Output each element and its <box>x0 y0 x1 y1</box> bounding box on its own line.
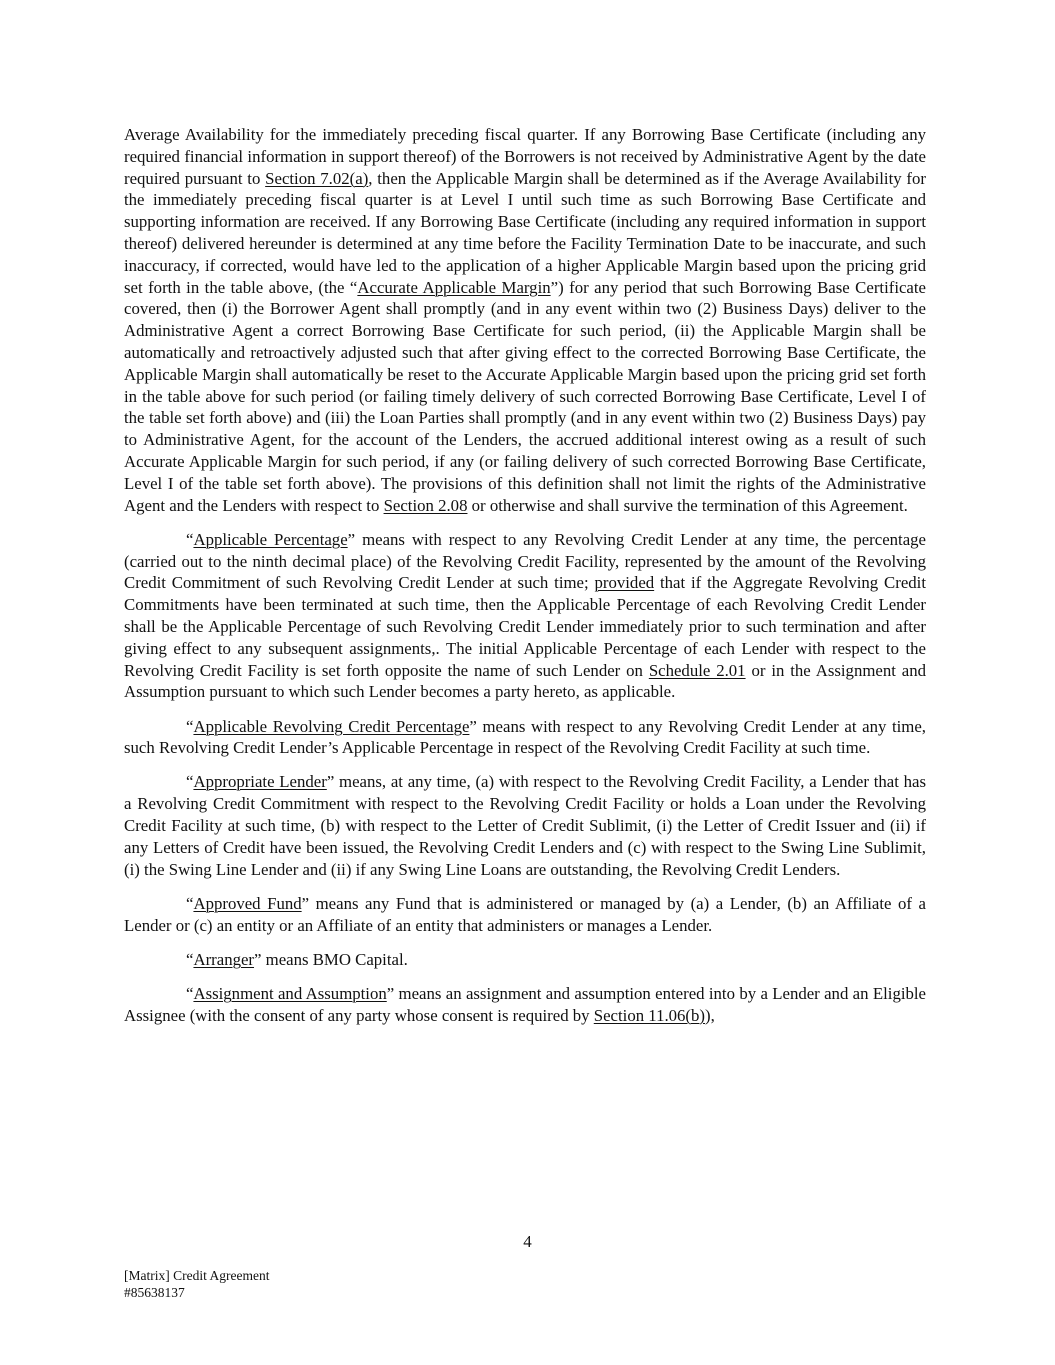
text-segment: ” means any Fund that is administered or managed by (a) a Lender, (b) an Affiliate of a Lender or (c) an entity or an Affiliate of an entity that administers or manages a Lender. <box>124 893 926 935</box>
text-segment: ” means an assignment and assumption entered into by a Lender and an Eligible Assignee (with the consent of any party whose consent is required by <box>124 984 926 1025</box>
proviso-term: provided <box>594 573 655 593</box>
defined-term: Appropriate Lender <box>193 772 327 792</box>
text-segment: ” means with respect to any Revolving Credit Lender at any time, such Revolving Credit Lender’s Applicable Percentage in respect of the Revolving Credit Facility at such time. <box>124 716 926 758</box>
paragraph-arranger <box>124 949 926 971</box>
paragraph-appropriate-lender <box>124 771 926 880</box>
paragraph-applicable-margin-continued <box>124 124 926 516</box>
paragraph-assignment-and-assumption <box>124 983 926 1027</box>
paragraph-approved-fund <box>124 893 926 937</box>
defined-term: Arranger <box>193 949 255 969</box>
paragraph-applicable-revolving-credit-percentage <box>124 716 926 760</box>
defined-term: Applicable Percentage <box>193 529 348 549</box>
page-number: 4 <box>523 1232 532 1251</box>
text-segment: “ <box>186 716 194 736</box>
section-reference: Section 11.06(b) <box>593 1005 705 1025</box>
text-segment: ” means with respect to any Revolving Credit Lender at any time, the percentage (carried out to the ninth decimal place) of the Revolving Credit Facility, represented by the amount of the Revolving Credit Commitment of such Revolving Credit Lender at such time; <box>124 529 926 593</box>
text-segment: ), <box>705 1005 715 1025</box>
text-segment: or in the Assignment and Assumption pursuant to which such Lender becomes a party hereto, as applicable. <box>124 660 927 702</box>
text-segment: ”) for any period that such Borrowing Base Certificate covered, then (i) the Borrower Agent shall promptly (and in any event within two (2) Business Days) deliver to the Administrative Agent a correct Borrowing Base Certificate for such period, (ii) the Applicable Margin shall be automatically and retroactively adjusted such that after giving effect to the corrected Borrowing Base Certificate, the Applicable Margin shall automatically be reset to the Accurate Applicable Margin based upon the pricing grid set forth in the table above for such period (or failing timely delivery of such corrected Borrowing Base Certificate, Level I of the table set forth above) and (iii) the Loan Parties shall promptly (and in any event within two (2) Business Days) pay to Administrative Agent, for the account of the Lenders, the accrued additional interest owing as a result of such Accurate Applicable Margin for such period, if any (or failing delivery of such corrected Borrowing Base Certificate, Level I of the table set forth above). The provisions of this definition shall not limit the rights of the Administrative Agent and the Lenders with respect to <box>124 277 926 515</box>
text-segment: , then the Applicable Margin shall be determined as if the Average Availability for the immediately preceding fiscal quarter is at Level I until such time as such Borrowing Base Certificate and supporting information are received. If any Borrowing Base Certificate (including any required information in support thereof) delivered hereunder is determined at any time before the Facility Termination Date to be inaccurate, and such inaccuracy, if corrected, would have led to the application of a higher Applicable Margin based upon the pricing grid set forth in the table above, (the “ <box>124 168 926 297</box>
text-segment: Average Availability for the immediately preceding fiscal quarter. If any Borrowing Base Certificate (including any required financial information in support thereof) of the Borrowers is not received by Administrative Agent by the date required pursuant to <box>124 125 926 188</box>
text-segment: ” means BMO Capital. <box>254 949 408 969</box>
document-footer <box>124 1268 269 1301</box>
footer-document-title: [Matrix] Credit Agreement <box>124 1268 270 1283</box>
schedule-reference: Schedule 2.01 <box>648 660 746 680</box>
text-segment: or otherwise and shall survive the termination of this Agreement. <box>467 495 908 515</box>
defined-term: Approved Fund <box>193 893 302 913</box>
text-segment: “ <box>186 772 194 792</box>
text-segment: “ <box>186 949 194 969</box>
defined-term: Assignment and Assumption <box>193 984 387 1004</box>
text-segment: “ <box>186 893 194 913</box>
text-segment: that if the Aggregate Revolving Credit Commitments have been terminated at such time, then the Applicable Percentage of each Revolving Credit Lender shall be the Applicable Percentage of such Revolving Credit Lender immediately prior to such termination and after giving effect to any subsequent assignments,. The initial Applicable Percentage of each Lender with respect to the Revolving Credit Facility is set forth opposite the name of such Lender on <box>124 573 926 680</box>
text-segment: “ <box>186 529 194 549</box>
document-body <box>124 124 926 1039</box>
defined-term: Accurate Applicable Margin <box>357 277 551 297</box>
section-reference: Section 7.02(a) <box>265 168 369 188</box>
text-segment: “ <box>186 984 194 1004</box>
text-segment: ” means, at any time, (a) with respect to the Revolving Credit Facility, a Lender that has a Revolving Credit Commitment with respect to the Revolving Credit Facility or holds a Loan under the Revolving Credit Facility at such time, (b) with respect to the Letter of Credit Sublimit, (i) the Letter of Credit Issuer and (ii) if any Letters of Credit have been issued, the Revolving Credit Lenders and (c) with respect to the Swing Line Sublimit, (i) the Swing Line Lender and (ii) if any Swing Line Loans are outstanding, the Revolving Credit Lenders. <box>124 772 926 879</box>
defined-term: Applicable Revolving Credit Percentage <box>193 716 470 736</box>
footer-document-id: #85638137 <box>124 1284 185 1300</box>
section-reference: Section 2.08 <box>383 495 468 515</box>
paragraph-applicable-percentage <box>124 529 926 703</box>
